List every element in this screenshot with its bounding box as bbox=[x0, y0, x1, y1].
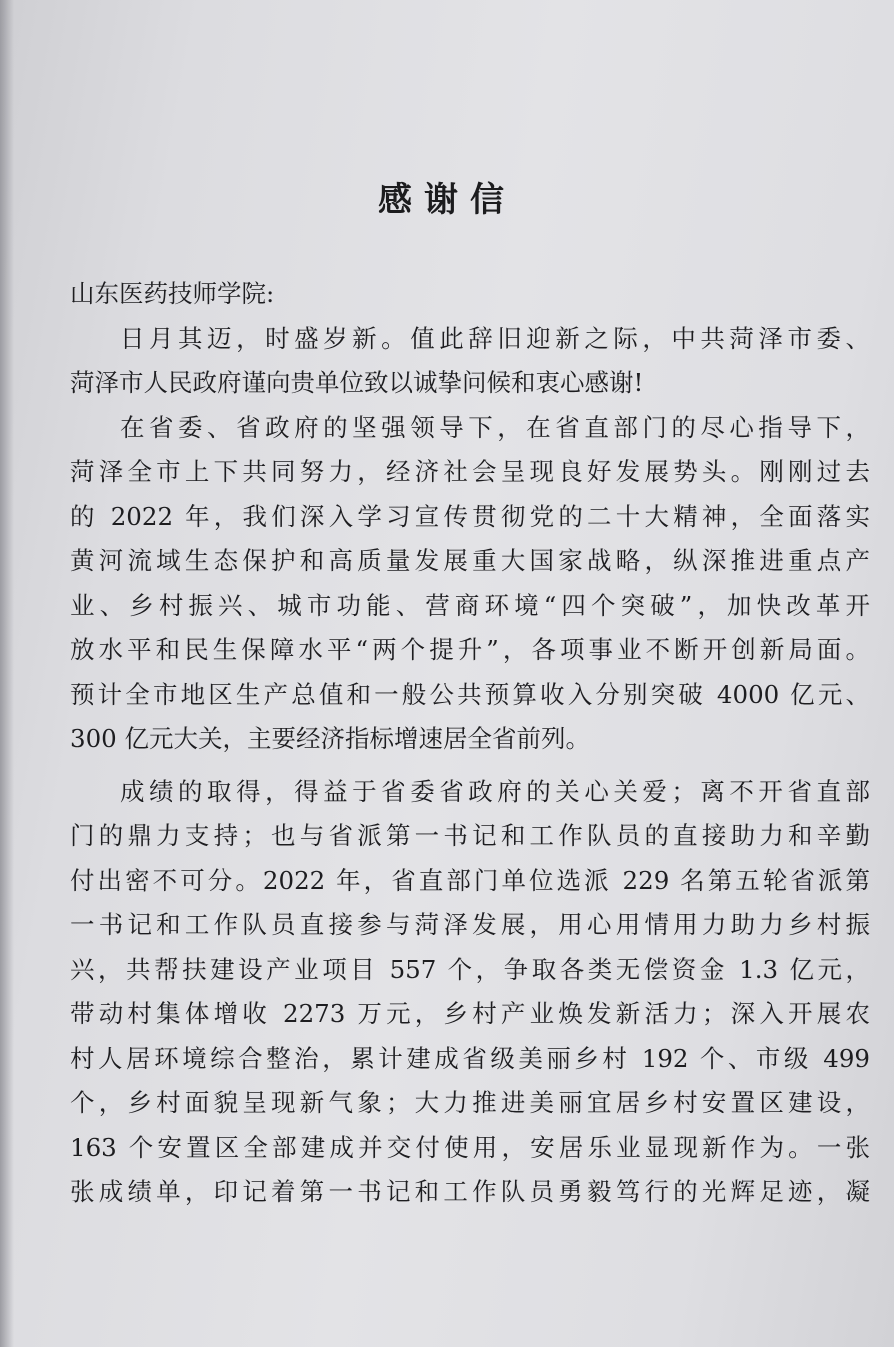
letter-title: 感谢信 bbox=[378, 180, 516, 220]
body-line: 付出密不可分。2022 年，省直部门单位选派 229 名第五轮省派第 bbox=[70, 865, 870, 895]
paragraph-gap bbox=[70, 762, 870, 770]
body-line: 163 个安置区全部建成并交付使用，安居乐业显现新作为。一张 bbox=[70, 1132, 870, 1162]
body-line: 门的鼎力支持；也与省派第一书记和工作队员的直接助力和辛勤 bbox=[70, 821, 870, 850]
body-line: 业、乡村振兴、城市功能、营商环境“四个突破”，加快改革开 bbox=[70, 590, 870, 620]
body-line: 成绩的取得，得益于省委省政府的关心关爱；离不开省直部 bbox=[120, 776, 870, 806]
body-line: 黄河流域生态保护和高质量发展重大国家战略，纵深推进重点产 bbox=[70, 546, 870, 575]
body-line: 兴，共帮扶建设产业项目 557 个，争取各类无偿资金 1.3 亿元， bbox=[70, 954, 870, 984]
body-line: 一书记和工作队员直接参与菏泽发展，用心用情用力助力乡村振 bbox=[70, 910, 870, 939]
body-line: 张成绩单，印记着第一书记和工作队员勇毅笃行的光辉足迹，凝 bbox=[70, 1177, 870, 1206]
body-line: 菏泽全市上下共同努力，经济社会呈现良好发展势头。刚刚过去 bbox=[70, 457, 870, 486]
body-line: 的 2022 年，我们深入学习宣传贯彻党的二十大精神，全面落实 bbox=[70, 501, 870, 531]
body-line: 在省委、省政府的坚强领导下，在省直部门的尽心指导下， bbox=[120, 412, 870, 442]
body-line: 预计全市地区生产总值和一般公共预算收入分别突破 4000 亿元、 bbox=[70, 679, 870, 709]
letter-recipient: 山东医药技师学院: bbox=[70, 279, 275, 308]
body-line: 300 亿元大关，主要经济指标增速居全省前列。 bbox=[70, 724, 591, 753]
body-line: 菏泽市人民政府谨向贵单位致以诚挚问候和衷心感谢! bbox=[70, 368, 644, 397]
body-line: 放水平和民生保障水平“两个提升”，各项事业不断开创新局面。 bbox=[70, 635, 870, 664]
body-line: 村人居环境综合整治，累计建成省级美丽乡村 192 个、市级 499 bbox=[70, 1043, 870, 1073]
body-line: 带动村集体增收 2273 万元，乡村产业焕发新活力；深入开展农 bbox=[70, 999, 870, 1028]
body-line: 日月其迈，时盛岁新。值此辞旧迎新之际，中共菏泽市委、 bbox=[120, 323, 870, 353]
letter-body bbox=[70, 272, 870, 1215]
body-line: 个，乡村面貌呈现新气象；大力推进美丽宜居乡村安置区建设， bbox=[70, 1088, 870, 1117]
